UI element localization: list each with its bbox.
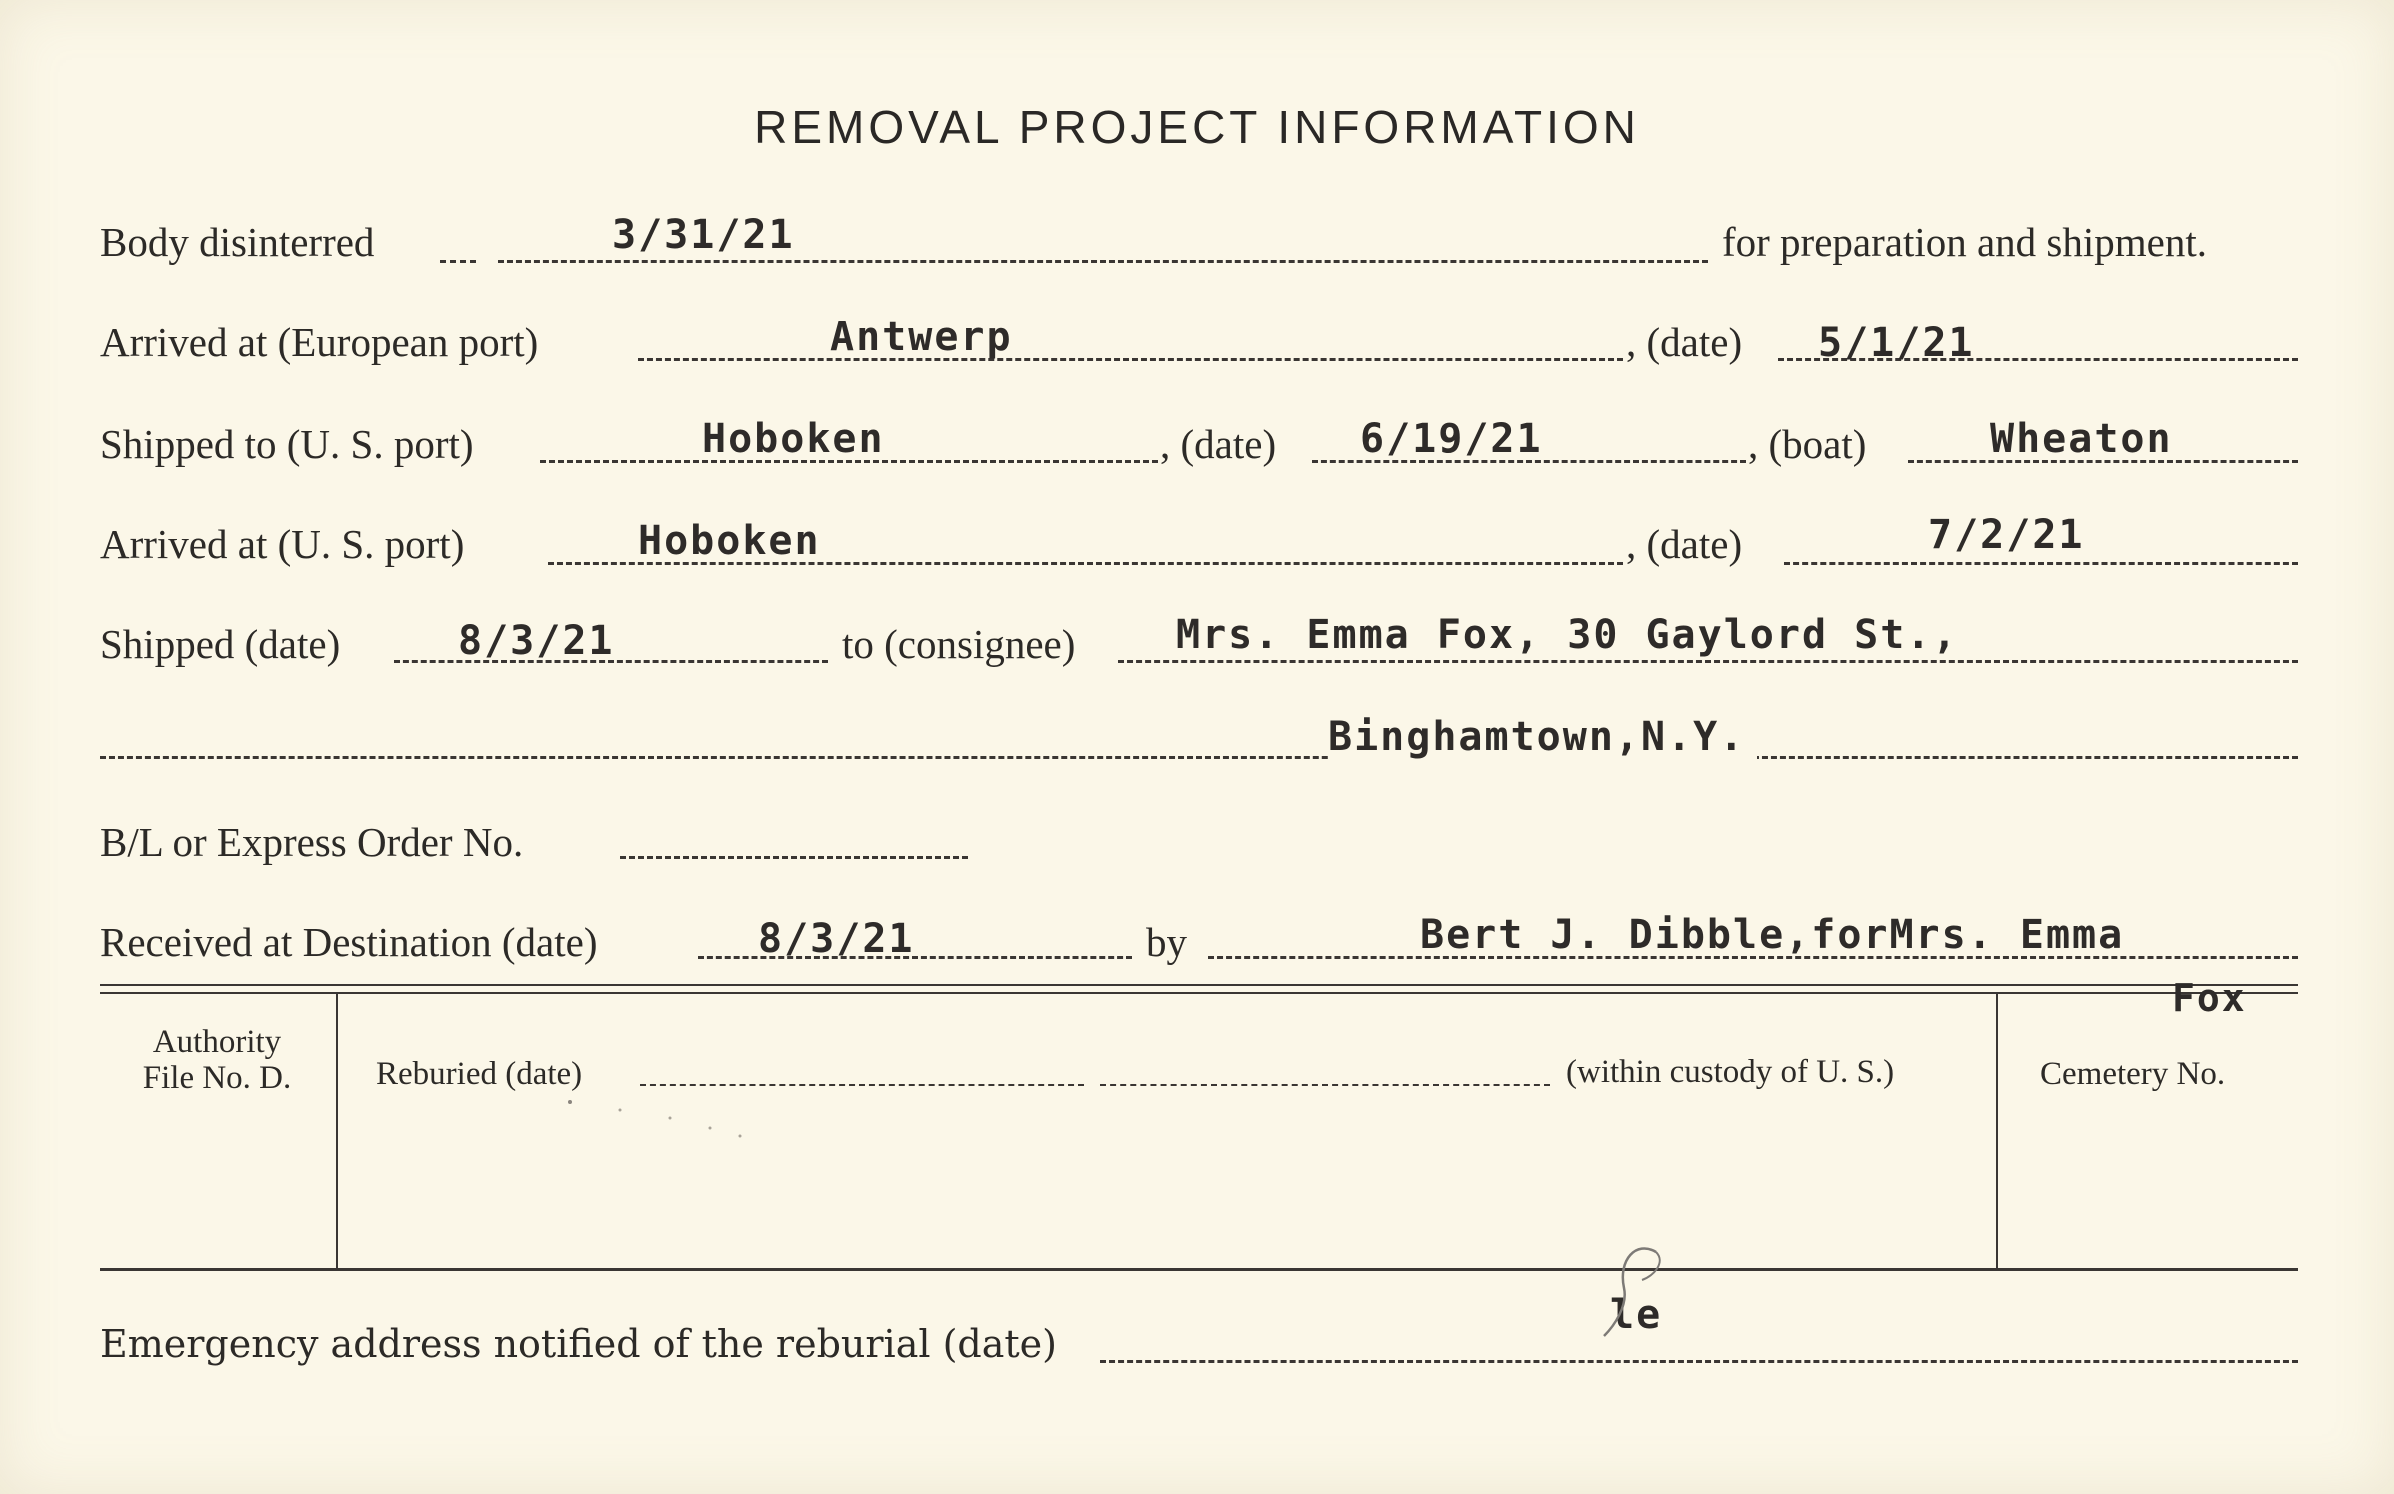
- emergency-value: le: [1610, 1292, 1663, 1338]
- arrived-us-date-label: , (date): [1626, 521, 1743, 567]
- divider-right: [1996, 994, 1998, 1268]
- arrived-europe-date-label: , (date): [1626, 319, 1743, 365]
- shipped-us-label: Shipped to (U. S. port): [100, 421, 474, 467]
- divider-left: [336, 994, 338, 1268]
- emergency-dots: [1100, 1360, 2298, 1363]
- received-by-label: by: [1146, 919, 1187, 965]
- shipped-date-value: 8/3/21: [458, 618, 615, 664]
- consignee-label: to (consignee): [842, 621, 1076, 667]
- pencil-mark-icon: [1596, 1240, 1676, 1340]
- authority-file-label: Authority File No. D.: [142, 1024, 292, 1096]
- shipped-date-label: Shipped (date): [100, 621, 341, 667]
- disinterred-dots-2: [498, 260, 1708, 263]
- shipped-us-date-label: , (date): [1160, 421, 1277, 467]
- arrived-us-date-value: 7/2/21: [1928, 512, 2085, 558]
- received-by-value: Bert J. Dibble,forMrs. Emma: [1420, 912, 2125, 958]
- reburied-label: Reburied (date): [376, 1056, 583, 1092]
- shipped-us-date-value: 6/19/21: [1360, 416, 1543, 462]
- received-by-continuation: Fox: [2172, 976, 2247, 1020]
- emergency-label: Emergency address notified of the reburial (date): [100, 1322, 1057, 1366]
- paper-specks-icon: [560, 1090, 780, 1150]
- consignee-line1: Mrs. Emma Fox, 30 Gaylord St.,: [1176, 612, 1959, 658]
- lower-rule: [100, 1268, 2298, 1271]
- bl-dots: [620, 856, 968, 859]
- disinterred-label: Body disinterred: [100, 219, 375, 265]
- disinterred-value: 3/31/21: [612, 212, 795, 258]
- shipped-us-boat-value: Wheaton: [1990, 416, 2173, 462]
- arrived-us-value: Hoboken: [638, 518, 821, 564]
- arrived-europe-value: Antwerp: [830, 314, 1013, 360]
- upper-rule-2: [100, 992, 2298, 994]
- consignee-line2-dots: [100, 756, 2298, 759]
- bl-label: B/L or Express Order No.: [100, 819, 524, 865]
- disinterred-dots: [440, 260, 476, 263]
- arrived-europe-date-value: 5/1/21: [1818, 320, 1975, 366]
- reburied-dots-2: [1100, 1084, 1550, 1086]
- arrived-europe-label: Arrived at (European port): [100, 319, 539, 365]
- received-value: 8/3/21: [758, 916, 915, 962]
- disinterred-suffix: for preparation and shipment.: [1722, 219, 2208, 265]
- arrived-europe-dots: [638, 358, 1623, 361]
- upper-rule-1: [100, 984, 2298, 986]
- shipped-us-boat-label: , (boat): [1748, 421, 1867, 467]
- arrived-us-date-dots: [1784, 562, 2298, 565]
- page-title: REMOVAL PROJECT INFORMATION: [754, 101, 1640, 153]
- cemetery-number-label: Cemetery No.: [2040, 1056, 2226, 1092]
- custody-label: (within custody of U. S.): [1566, 1054, 1895, 1090]
- consignee-dots: [1118, 660, 2298, 663]
- reburied-dots: [640, 1084, 1084, 1086]
- shipped-us-value: Hoboken: [702, 416, 885, 462]
- consignee-line2: Binghamtown,N.Y.: [1328, 714, 1757, 760]
- arrived-us-label: Arrived at (U. S. port): [100, 521, 465, 567]
- received-label: Received at Destination (date): [100, 919, 598, 965]
